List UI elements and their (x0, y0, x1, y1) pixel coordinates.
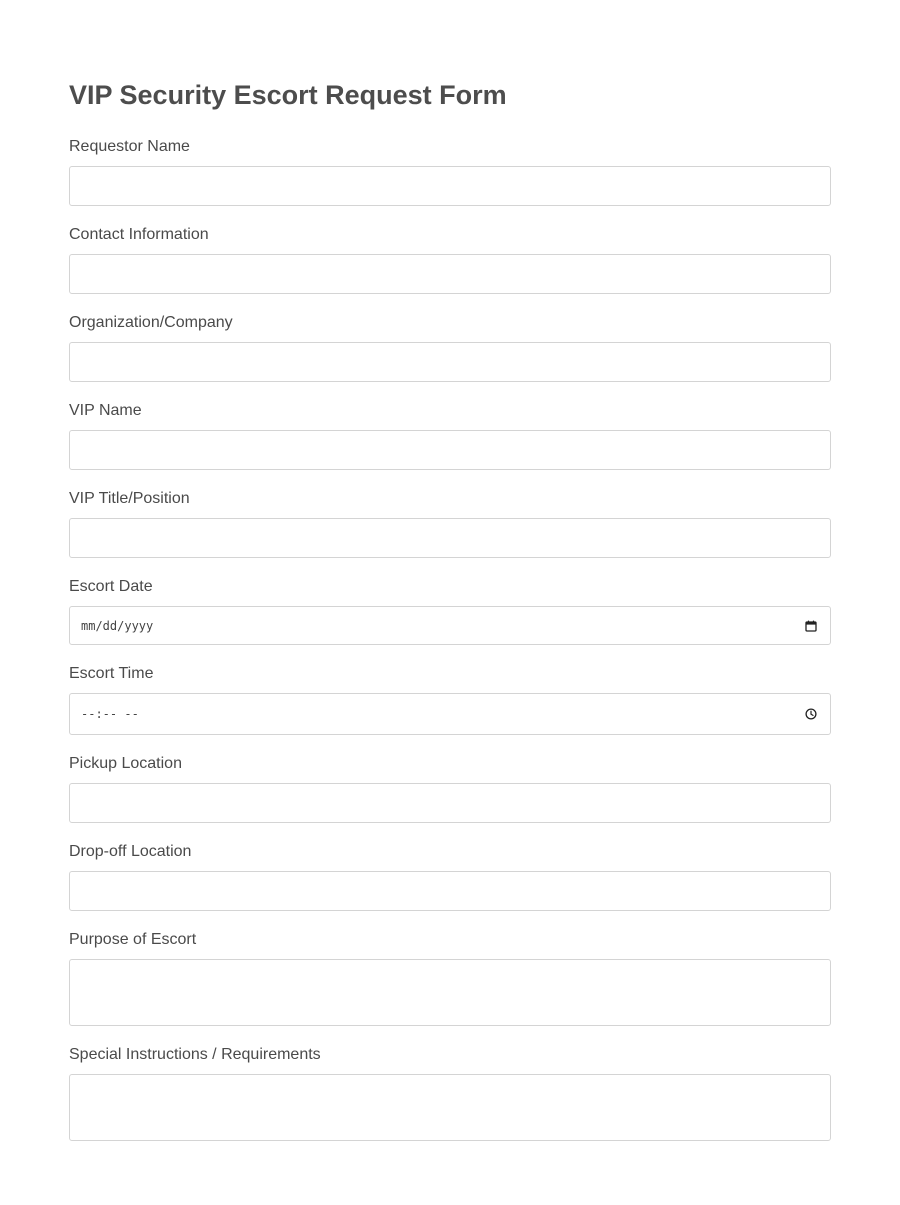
vip-name-label: VIP Name (69, 402, 142, 419)
organization-company-input[interactable] (69, 342, 831, 382)
purpose-of-escort-textarea[interactable] (69, 959, 831, 1026)
purpose-of-escort-label: Purpose of Escort (69, 931, 197, 948)
pickup-location-label: Pickup Location (69, 755, 182, 772)
escort-time-placeholder: --:-- -- (81, 707, 139, 721)
special-instructions-label: Special Instructions / Requirements (69, 1046, 321, 1063)
escort-date-input[interactable] (69, 606, 831, 645)
dropoff-location-input[interactable] (69, 871, 831, 911)
vip-title-position-input[interactable] (69, 518, 831, 558)
vip-title-position-label: VIP Title/Position (69, 490, 190, 507)
escort-time-label: Escort Time (69, 665, 154, 682)
requestor-name-label: Requestor Name (69, 138, 190, 155)
escort-time-input[interactable] (69, 693, 831, 735)
organization-company-label: Organization/Company (69, 314, 233, 331)
vip-name-input[interactable] (69, 430, 831, 470)
pickup-location-input[interactable] (69, 783, 831, 823)
requestor-name-input[interactable] (69, 166, 831, 206)
escort-date-placeholder: mm/dd/yyyy (81, 618, 154, 633)
escort-date-label: Escort Date (69, 578, 153, 595)
dropoff-location-label: Drop-off Location (69, 843, 192, 860)
contact-information-label: Contact Information (69, 226, 209, 243)
calendar-icon[interactable] (805, 620, 817, 632)
form-title: VIP Security Escort Request Form (69, 80, 507, 110)
special-instructions-textarea[interactable] (69, 1074, 831, 1141)
contact-information-input[interactable] (69, 254, 831, 294)
clock-icon[interactable] (805, 708, 817, 720)
